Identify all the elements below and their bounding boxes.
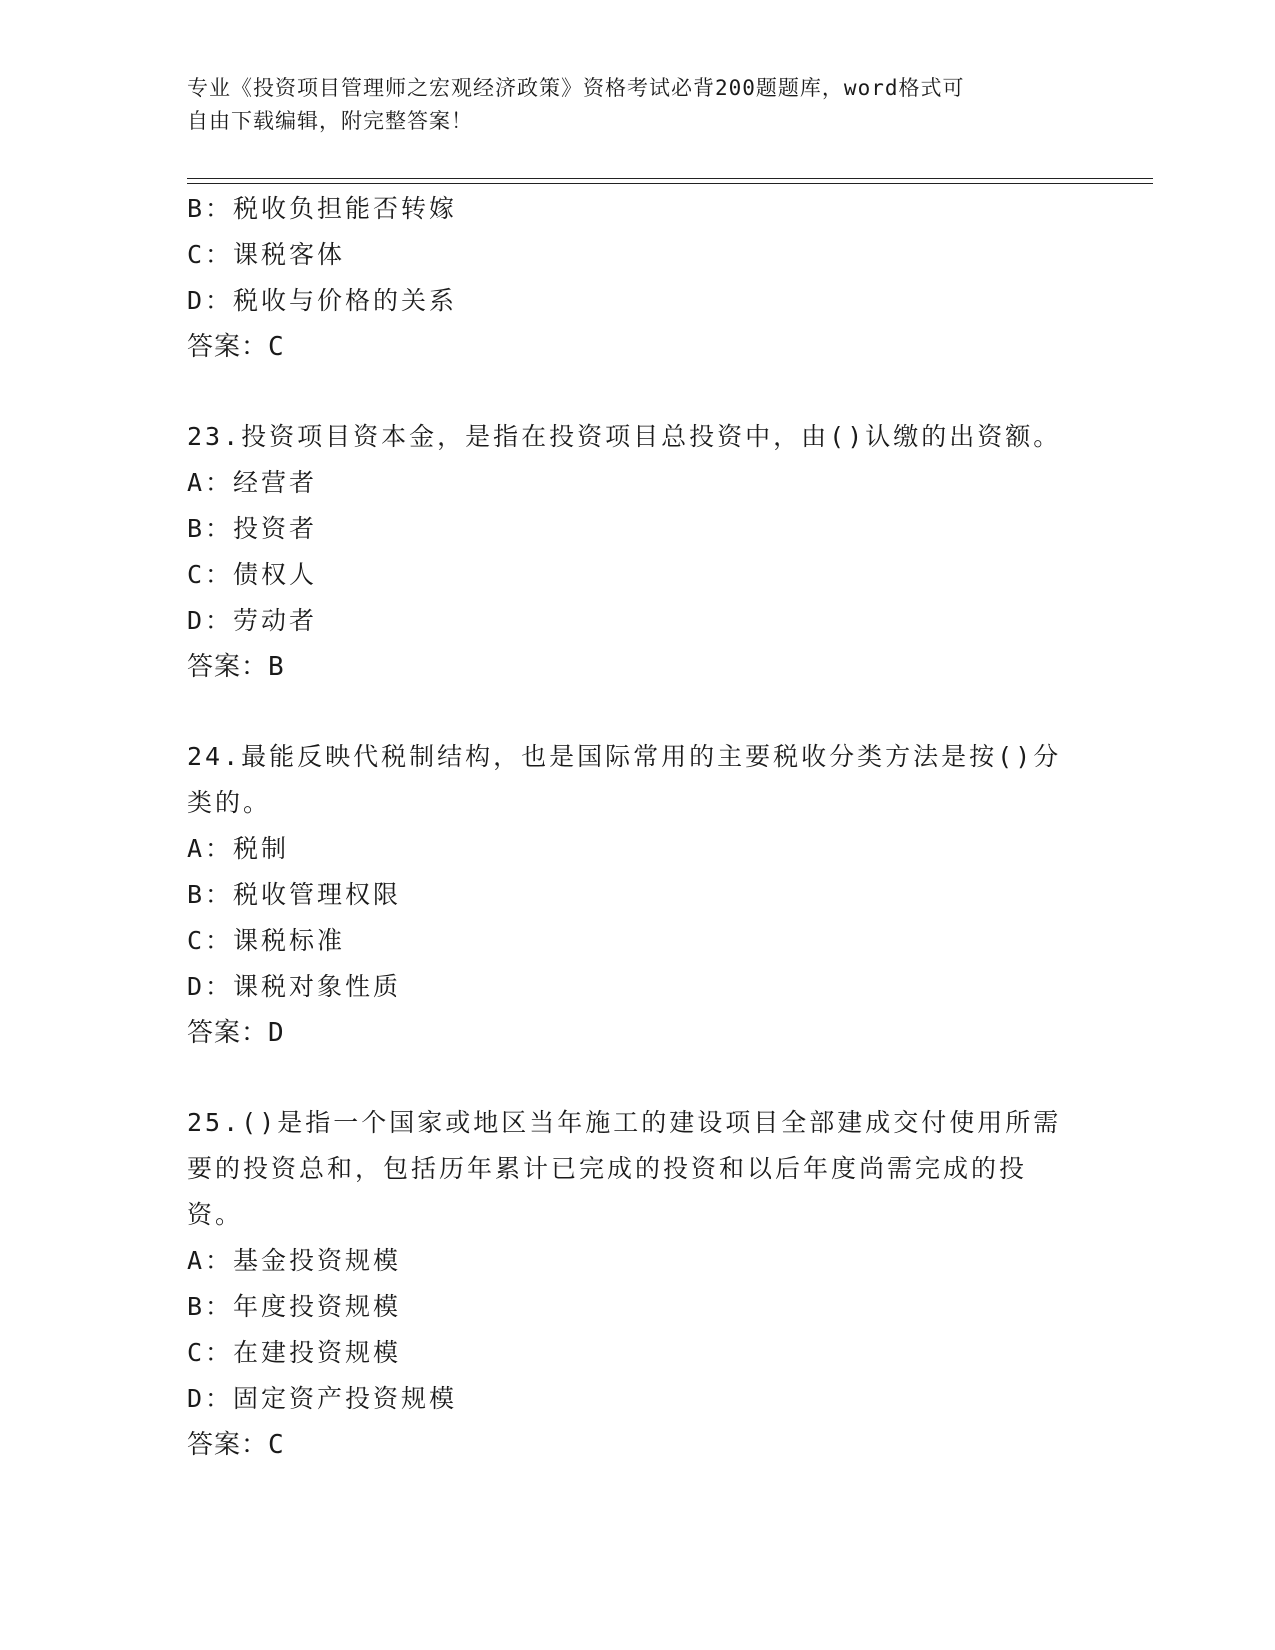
option-a: A：经营者 [187, 468, 318, 497]
question-list [187, 186, 1087, 1468]
question-25 [187, 1100, 1087, 1468]
option-d: D：劳动者 [187, 606, 318, 635]
option-b: B：投资者 [187, 514, 318, 543]
option-c: C：课税客体 [187, 240, 346, 269]
answer: 答案：B [187, 652, 285, 682]
header-line-2: 自由下载编辑，附完整答案！ [187, 109, 473, 133]
header-rule-top [187, 178, 1153, 179]
option-b: B：税收负担能否转嫁 [187, 194, 458, 223]
option-d: D：税收与价格的关系 [187, 286, 458, 315]
question-text: 要的投资总和，包括历年累计已完成的投资和以后年度尚需完成的投 [187, 1154, 1028, 1183]
option-c: C：课税标准 [187, 926, 346, 955]
question-23 [187, 414, 1087, 690]
option-b: B：年度投资规模 [187, 1292, 402, 1321]
question-text: 类的。 [187, 788, 272, 817]
question-text: 24.最能反映代税制结构，也是国际常用的主要税收分类方法是按()分 [187, 742, 1062, 771]
answer: 答案：C [187, 332, 285, 362]
question-text: 25.()是指一个国家或地区当年施工的建设项目全部建成交付使用所需 [187, 1108, 1062, 1137]
option-a: A：税制 [187, 834, 290, 863]
question-22-continued [187, 186, 1087, 370]
question-24 [187, 734, 1087, 1056]
option-c: C：在建投资规模 [187, 1338, 402, 1367]
option-a: A：基金投资规模 [187, 1246, 402, 1275]
option-b: B：税收管理权限 [187, 880, 402, 909]
question-text: 资。 [187, 1200, 244, 1229]
document-header [187, 72, 1067, 138]
option-c: C：债权人 [187, 560, 318, 589]
option-d: D：课税对象性质 [187, 972, 402, 1001]
header-rule-bottom [187, 183, 1153, 184]
option-d: D：固定资产投资规模 [187, 1384, 458, 1413]
header-line-1: 专业《投资项目管理师之宏观经济政策》资格考试必背200题题库，word格式可 [187, 76, 965, 100]
question-text: 23.投资项目资本金，是指在投资项目总投资中，由()认缴的出资额。 [187, 422, 1062, 451]
answer: 答案：C [187, 1430, 285, 1460]
answer: 答案：D [187, 1018, 285, 1048]
